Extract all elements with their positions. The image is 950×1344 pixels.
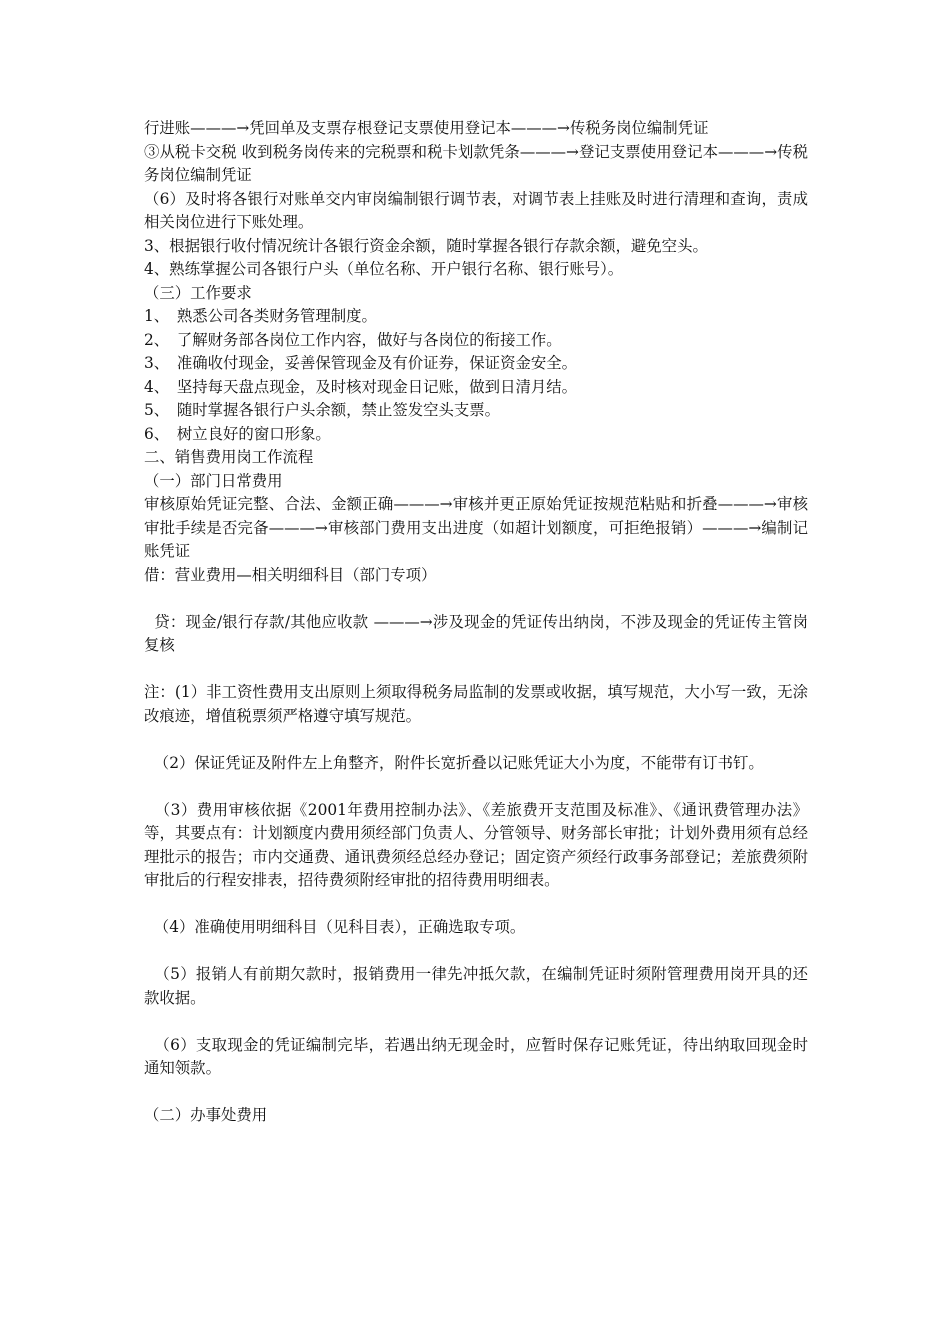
debit-entry: 借：营业费用—相关明细科目（部门专项） bbox=[144, 565, 437, 584]
subsection-heading-office-expense: （二）办事处费用 bbox=[144, 1106, 268, 1124]
list-item-6: 6、 树立良好的窗口形象。 bbox=[144, 424, 331, 443]
list-item-4: 4、 坚持每天盘点现金，及时核对现金日记账，做到日清月结。 bbox=[144, 377, 578, 396]
note-3: （3）费用审核依据《2001年费用控制办法》、《差旅费开支范围及标准》、《通讯费管理办法》等，其要点有：计划额度内费用须经部门负责人、分管领导、财务部长审批；计划外费用须有总经理批示的报告；市内交通费、通讯费须经总经办登记；固定资产须经行政事务部登记；差旅费须附审批后的行程安排表，招待费须附经审批的招待费用明细表。 bbox=[144, 800, 808, 889]
credit-entry: 贷：现金/银行存款/其他应收款 ———→涉及现金的凭证传出纳岗，不涉及现金的凭证传主管岗复核 bbox=[144, 612, 808, 654]
process-flow-paragraph: 审核原始凭证完整、合法、金额正确———→审核并更正原始凭证按规范粘贴和折叠———→审核审批手续是否完备———→审核部门费用支出进度（如超计划额度，可拒绝报销）———→编制记账凭证 bbox=[144, 495, 808, 560]
note-6: （6）支取现金的凭证编制完毕，若遇出纳无现金时，应暂时保存记账凭证，待出纳取回现金时通知领款。 bbox=[144, 1035, 808, 1077]
section-heading-work-requirements: （三）工作要求 bbox=[144, 283, 252, 302]
note-2: （2）保证凭证及附件左上角整齐，附件长宽折叠以记账凭证大小为度，不能带有订书钉。 bbox=[144, 753, 764, 772]
note-1: 注：(1）非工资性费用支出原则上须取得税务局监制的发票或收据，填写规范，大小写一致，无涂改痕迹，增值税票须严格遵守填写规范。 bbox=[144, 683, 808, 725]
section-heading-sales-expense: 二、销售费用岗工作流程 bbox=[144, 448, 314, 466]
list-item-3: 3、 准确收付现金，妥善保管现金及有价证券，保证资金安全。 bbox=[144, 354, 578, 372]
paragraph-3: （6）及时将各银行对账单交内审岗编制银行调节表，对调节表上挂账及时进行清理和查询，责成相关岗位进行下账处理。 bbox=[144, 189, 808, 231]
paragraph-1: 行进账———→凭回单及支票存根登记支票使用登记本———→传税务岗位编制凭证 bbox=[144, 119, 709, 137]
paragraph-5: 4、熟练掌握公司各银行户头（单位名称、开户银行名称、银行账号）。 bbox=[144, 260, 624, 278]
note-5: （5）报销人有前期欠款时，报销费用一律先冲抵欠款，在编制凭证时须附管理费用岗开具的还款收据。 bbox=[144, 965, 808, 1007]
subsection-heading-dept-expense: （一）部门日常费用 bbox=[144, 471, 283, 490]
paragraph-4: 3、根据银行收付情况统计各银行资金余额，随时掌握各银行存款余额，避免空头。 bbox=[144, 236, 708, 255]
note-4: （4）准确使用明细科目（见科目表），正确选取专项。 bbox=[144, 918, 526, 936]
paragraph-2: ③从税卡交税 收到税务岗传来的完税票和税卡划款凭条———→登记支票使用登记本———→传税务岗位编制凭证 bbox=[144, 142, 808, 184]
list-item-1: 1、 熟悉公司各类财务管理制度。 bbox=[144, 307, 377, 325]
list-item-5: 5、 随时掌握各银行户头余额，禁止签发空头支票。 bbox=[144, 401, 501, 419]
document-body bbox=[144, 117, 808, 1128]
list-item-2: 2、 了解财务部各岗位工作内容，做好与各岗位的衔接工作。 bbox=[144, 330, 562, 349]
